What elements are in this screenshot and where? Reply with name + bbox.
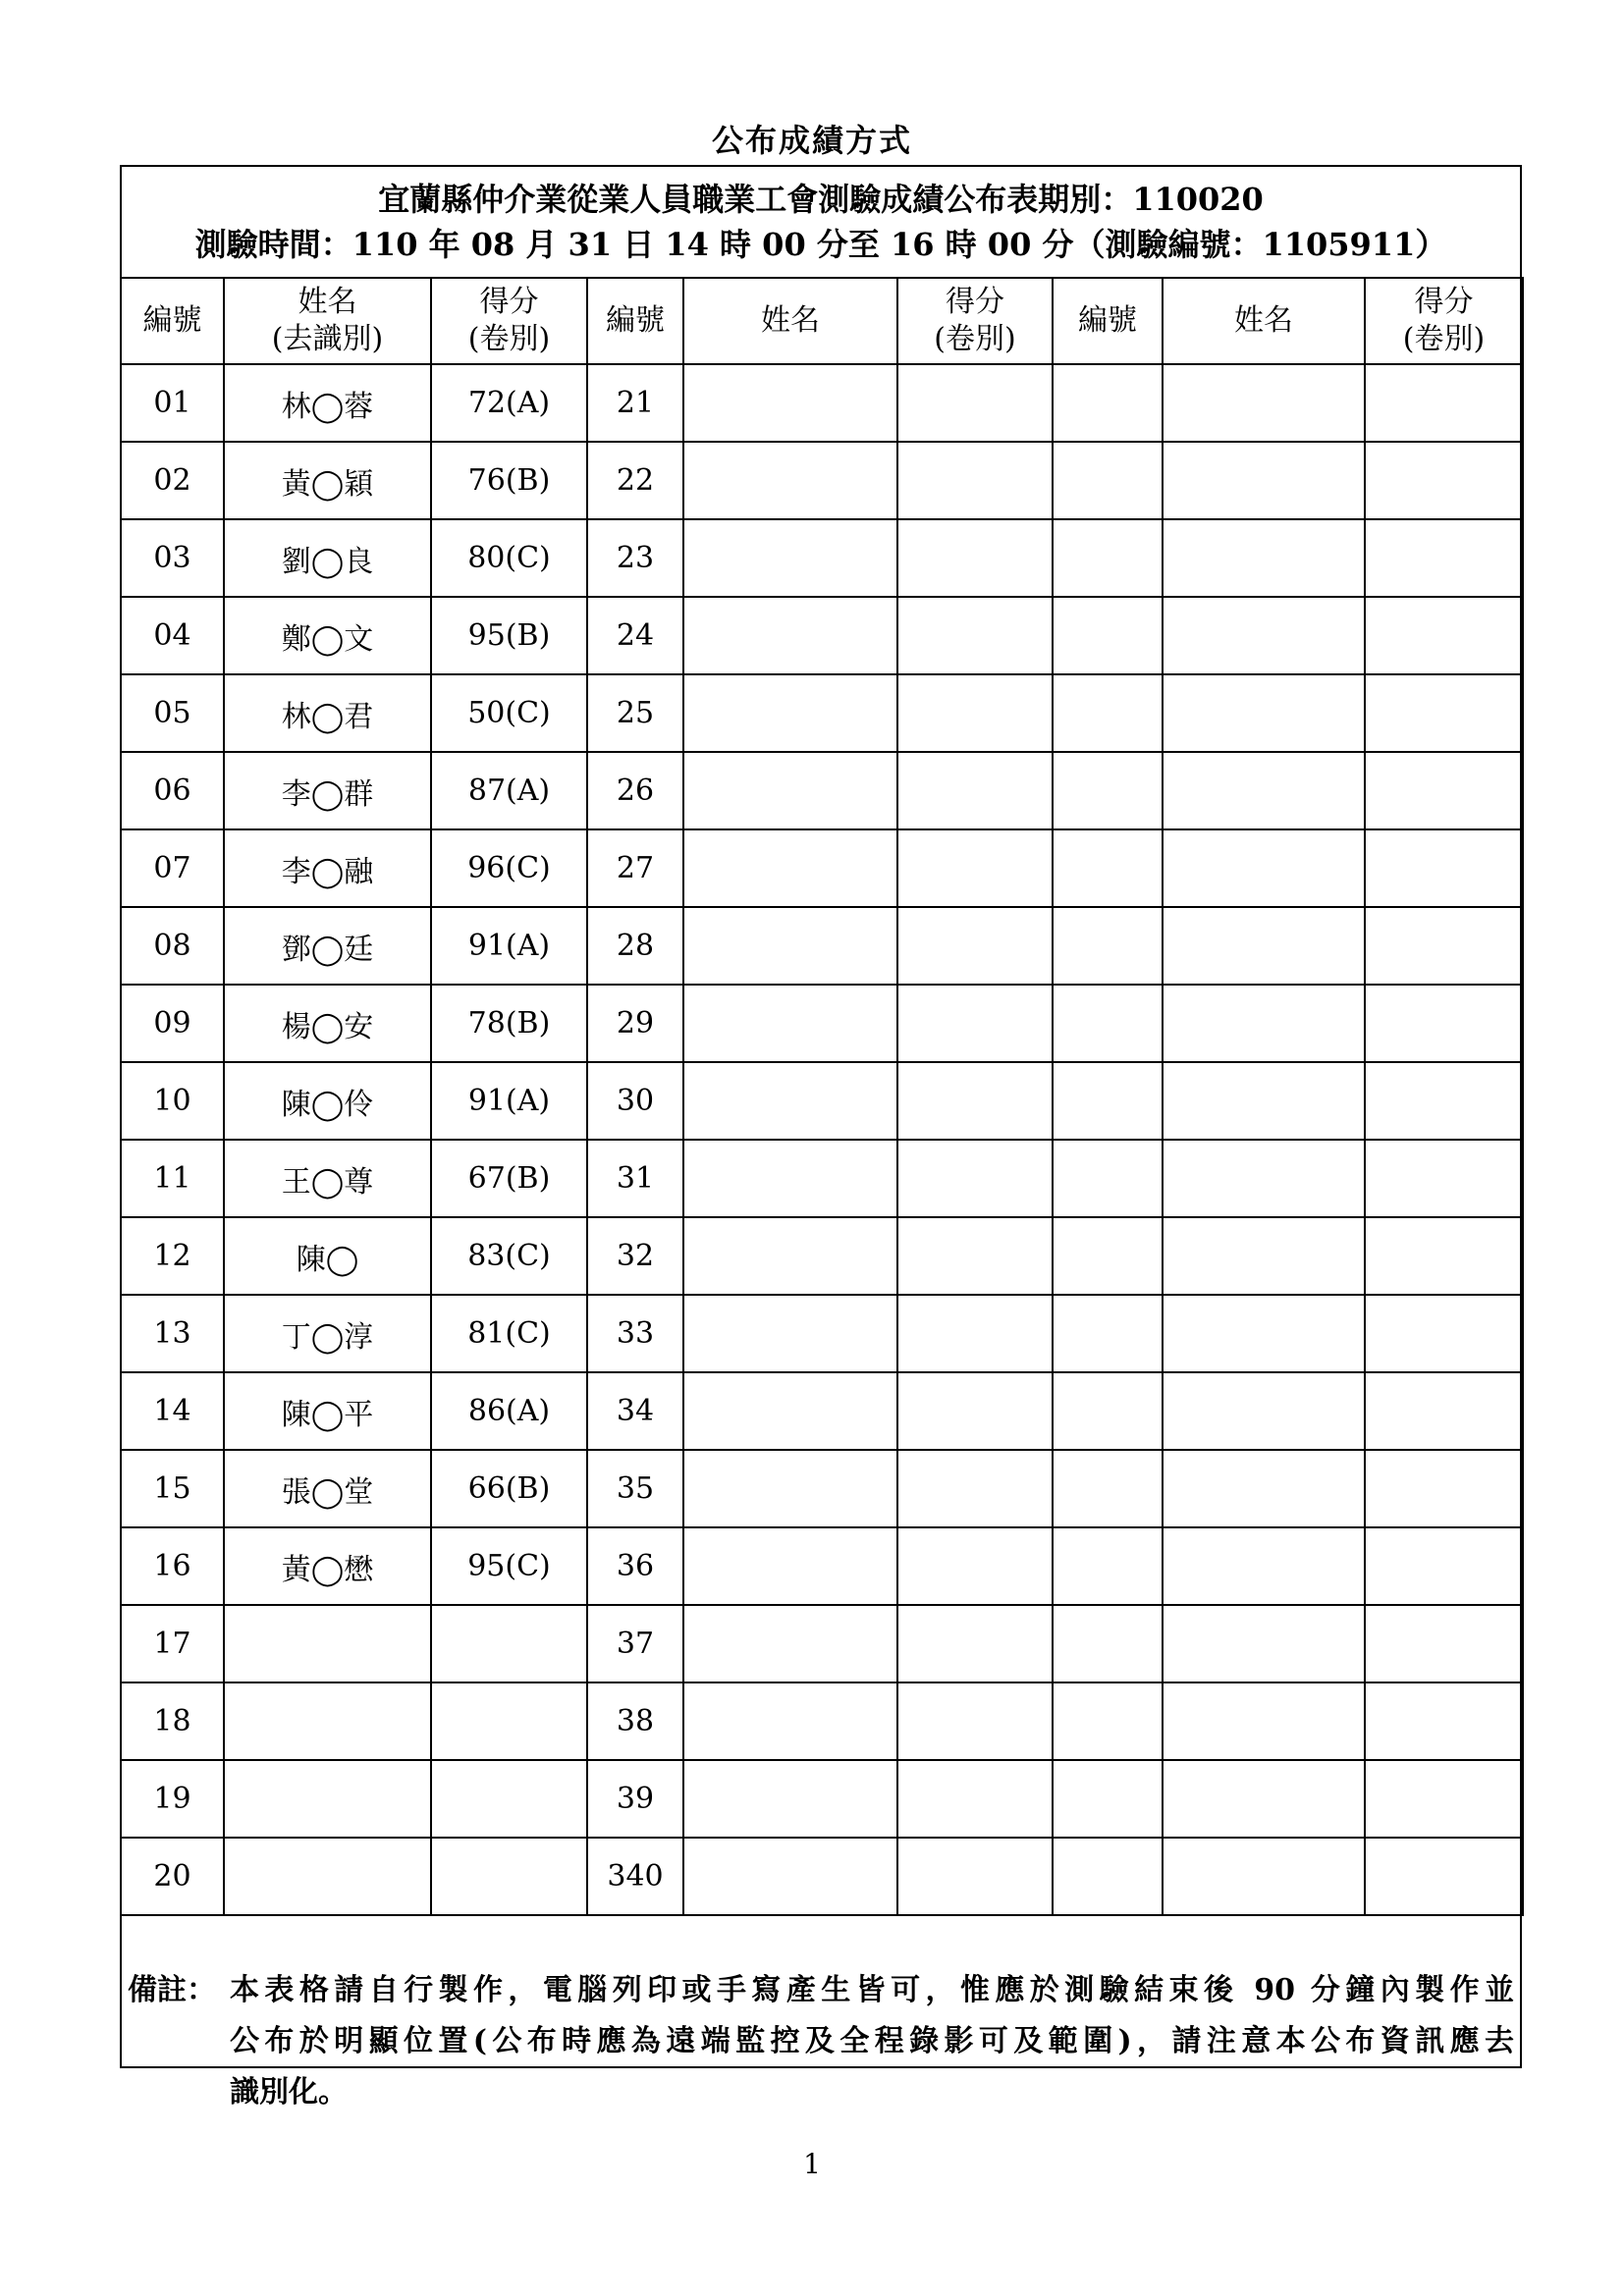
row-no-cell: 38 xyxy=(587,1682,683,1760)
row-name-cell: 黃◯懋 xyxy=(224,1527,431,1605)
row-score-cell xyxy=(1365,907,1523,985)
row-score-cell: 87(A) xyxy=(431,752,587,829)
row-no-cell: 04 xyxy=(121,597,224,674)
row-no-cell: 07 xyxy=(121,829,224,907)
row-score-cell xyxy=(897,1372,1053,1450)
table-row xyxy=(121,519,1523,597)
row-no-cell xyxy=(1053,1295,1163,1372)
table-header-row xyxy=(121,278,1523,364)
row-no-cell: 32 xyxy=(587,1217,683,1295)
row-name-cell xyxy=(683,1295,897,1372)
row-no-cell: 19 xyxy=(121,1760,224,1838)
row-name-cell xyxy=(1163,1838,1365,1915)
row-name-cell: 林◯蓉 xyxy=(224,364,431,442)
col-header-score-1: 得分 (卷別) xyxy=(431,278,587,364)
table-row xyxy=(121,1372,1523,1450)
row-no-cell: 09 xyxy=(121,985,224,1062)
row-name-cell xyxy=(683,829,897,907)
row-no-cell: 13 xyxy=(121,1295,224,1372)
row-no-cell: 01 xyxy=(121,364,224,442)
remarks-label: 備註： xyxy=(128,1973,216,2007)
row-name-cell xyxy=(683,1527,897,1605)
row-name-cell xyxy=(224,1605,431,1682)
col-header-name-1: 姓名 (去識別) xyxy=(224,278,431,364)
row-score-cell xyxy=(431,1605,587,1682)
row-no-cell xyxy=(1053,364,1163,442)
row-score-cell xyxy=(1365,1838,1523,1915)
table-row xyxy=(121,1217,1523,1295)
row-no-cell: 35 xyxy=(587,1450,683,1527)
row-name-cell xyxy=(1163,752,1365,829)
row-name-cell xyxy=(683,442,897,519)
col-header-score-3: 得分 (卷別) xyxy=(1365,278,1523,364)
row-name-cell xyxy=(1163,1682,1365,1760)
row-no-cell xyxy=(1053,519,1163,597)
row-score-cell: 80(C) xyxy=(431,519,587,597)
row-score-cell: 66(B) xyxy=(431,1450,587,1527)
sheet-title: 宜蘭縣仲介業從業人員職業工會測驗成績公布表期別：110020 xyxy=(378,181,1264,218)
row-score-cell xyxy=(1365,829,1523,907)
row-name-cell xyxy=(224,1838,431,1915)
row-score-cell xyxy=(897,519,1053,597)
remarks-line-3: 識別化。 xyxy=(230,2075,348,2109)
row-no-cell: 39 xyxy=(587,1760,683,1838)
row-score-cell: 95(B) xyxy=(431,597,587,674)
row-score-cell: 76(B) xyxy=(431,442,587,519)
table-row xyxy=(121,1450,1523,1527)
row-no-cell: 34 xyxy=(587,1372,683,1450)
row-name-cell xyxy=(683,674,897,752)
row-no-cell: 03 xyxy=(121,519,224,597)
row-score-cell xyxy=(1365,1682,1523,1760)
row-no-cell: 12 xyxy=(121,1217,224,1295)
row-score-cell xyxy=(897,907,1053,985)
row-name-cell: 黃◯穎 xyxy=(224,442,431,519)
row-no-cell xyxy=(1053,829,1163,907)
row-score-cell: 50(C) xyxy=(431,674,587,752)
remarks-line-2: 公布於明顯位置(公布時應為遠端監控及全程錄影可及範圍)，請注意本公布資訊應去 xyxy=(230,2024,1514,2058)
row-no-cell: 26 xyxy=(587,752,683,829)
row-no-cell xyxy=(1053,1760,1163,1838)
row-name-cell xyxy=(683,1062,897,1140)
col-header-no-2: 編號 xyxy=(587,278,683,364)
row-name-cell xyxy=(1163,674,1365,752)
row-name-cell xyxy=(1163,1217,1365,1295)
row-name-cell xyxy=(683,519,897,597)
row-score-cell xyxy=(897,674,1053,752)
row-no-cell: 10 xyxy=(121,1062,224,1140)
row-no-cell xyxy=(1053,1372,1163,1450)
row-no-cell: 30 xyxy=(587,1062,683,1140)
table-row xyxy=(121,597,1523,674)
row-no-cell: 14 xyxy=(121,1372,224,1450)
row-score-cell: 91(A) xyxy=(431,907,587,985)
row-score-cell xyxy=(1365,1372,1523,1450)
row-score-cell xyxy=(1365,597,1523,674)
row-no-cell xyxy=(1053,442,1163,519)
row-name-cell: 陳◯伶 xyxy=(224,1062,431,1140)
row-name-cell xyxy=(1163,829,1365,907)
row-name-cell: 李◯群 xyxy=(224,752,431,829)
row-score-cell: 72(A) xyxy=(431,364,587,442)
row-name-cell xyxy=(683,907,897,985)
row-name-cell xyxy=(683,1760,897,1838)
row-name-cell xyxy=(1163,985,1365,1062)
row-name-cell: 丁◯淳 xyxy=(224,1295,431,1372)
row-score-cell xyxy=(431,1760,587,1838)
row-name-cell xyxy=(1163,1450,1365,1527)
row-score-cell xyxy=(1365,674,1523,752)
table-row xyxy=(121,1062,1523,1140)
row-name-cell xyxy=(1163,1760,1365,1838)
row-name-cell: 林◯君 xyxy=(224,674,431,752)
row-no-cell: 36 xyxy=(587,1527,683,1605)
row-no-cell xyxy=(1053,674,1163,752)
row-no-cell: 08 xyxy=(121,907,224,985)
col-header-name-3: 姓名 xyxy=(1163,278,1365,364)
row-no-cell xyxy=(1053,907,1163,985)
row-name-cell: 楊◯安 xyxy=(224,985,431,1062)
row-name-cell: 張◯堂 xyxy=(224,1450,431,1527)
row-no-cell: 24 xyxy=(587,597,683,674)
remarks-line-1: 本表格請自行製作，電腦列印或手寫產生皆可，惟應於測驗結束後 90 分鐘內製作並 xyxy=(230,1973,1514,2007)
exam-time: 測驗時間：110 年 08 月 31 日 14 時 00 分至 16 時 00 分（測驗編號：1105911） xyxy=(194,226,1447,263)
row-name-cell xyxy=(683,364,897,442)
row-no-cell: 02 xyxy=(121,442,224,519)
row-no-cell xyxy=(1053,985,1163,1062)
row-no-cell: 31 xyxy=(587,1140,683,1217)
row-score-cell xyxy=(1365,1450,1523,1527)
table-row xyxy=(121,907,1523,985)
row-score-cell xyxy=(1365,442,1523,519)
row-name-cell xyxy=(1163,1372,1365,1450)
row-score-cell xyxy=(1365,985,1523,1062)
table-row xyxy=(121,1838,1523,1915)
row-name-cell xyxy=(1163,1140,1365,1217)
table-row xyxy=(121,1760,1523,1838)
col-header-score-2: 得分 (卷別) xyxy=(897,278,1053,364)
row-score-cell: 86(A) xyxy=(431,1372,587,1450)
row-name-cell: 李◯融 xyxy=(224,829,431,907)
col-header-no-3: 編號 xyxy=(1053,278,1163,364)
table-row xyxy=(121,1605,1523,1682)
table-row xyxy=(121,442,1523,519)
table-row xyxy=(121,1682,1523,1760)
row-no-cell: 22 xyxy=(587,442,683,519)
row-no-cell: 20 xyxy=(121,1838,224,1915)
row-score-cell xyxy=(1365,364,1523,442)
table-row xyxy=(121,1140,1523,1217)
col-header-name-2: 姓名 xyxy=(683,278,897,364)
score-table xyxy=(120,277,1524,1916)
row-name-cell xyxy=(1163,364,1365,442)
row-score-cell xyxy=(1365,519,1523,597)
row-score-cell xyxy=(1365,1605,1523,1682)
row-name-cell xyxy=(683,597,897,674)
row-no-cell xyxy=(1053,1527,1163,1605)
row-no-cell: 27 xyxy=(587,829,683,907)
row-no-cell xyxy=(1053,1140,1163,1217)
table-row xyxy=(121,1295,1523,1372)
row-name-cell xyxy=(683,1682,897,1760)
row-no-cell xyxy=(1053,1682,1163,1760)
row-no-cell: 18 xyxy=(121,1682,224,1760)
row-score-cell: 91(A) xyxy=(431,1062,587,1140)
row-score-cell xyxy=(897,1527,1053,1605)
remarks xyxy=(122,1965,1520,2109)
row-score-cell xyxy=(431,1682,587,1760)
row-name-cell xyxy=(1163,442,1365,519)
row-name-cell xyxy=(683,985,897,1062)
row-no-cell: 340 xyxy=(587,1838,683,1915)
score-table-body xyxy=(121,364,1523,1915)
row-score-cell xyxy=(897,442,1053,519)
row-no-cell: 11 xyxy=(121,1140,224,1217)
row-no-cell xyxy=(1053,1062,1163,1140)
row-no-cell: 05 xyxy=(121,674,224,752)
row-score-cell xyxy=(1365,1062,1523,1140)
row-score-cell xyxy=(897,1760,1053,1838)
row-name-cell: 陳◯平 xyxy=(224,1372,431,1450)
row-score-cell xyxy=(1365,1295,1523,1372)
row-no-cell: 29 xyxy=(587,985,683,1062)
row-score-cell xyxy=(897,829,1053,907)
row-name-cell xyxy=(683,752,897,829)
row-score-cell: 67(B) xyxy=(431,1140,587,1217)
row-no-cell: 33 xyxy=(587,1295,683,1372)
row-score-cell xyxy=(897,1295,1053,1372)
row-no-cell: 16 xyxy=(121,1527,224,1605)
row-score-cell xyxy=(1365,1217,1523,1295)
row-name-cell xyxy=(683,1140,897,1217)
row-score-cell xyxy=(897,1140,1053,1217)
row-no-cell: 23 xyxy=(587,519,683,597)
row-score-cell xyxy=(897,1605,1053,1682)
col-header-no-1: 編號 xyxy=(121,278,224,364)
row-name-cell xyxy=(224,1682,431,1760)
table-row xyxy=(121,985,1523,1062)
row-score-cell xyxy=(1365,752,1523,829)
page-title: 公布成績方式 xyxy=(711,122,912,159)
row-name-cell xyxy=(683,1838,897,1915)
row-no-cell xyxy=(1053,1838,1163,1915)
row-no-cell xyxy=(1053,752,1163,829)
row-score-cell xyxy=(897,752,1053,829)
row-name-cell: 鄧◯廷 xyxy=(224,907,431,985)
row-no-cell: 28 xyxy=(587,907,683,985)
row-no-cell xyxy=(1053,597,1163,674)
row-name-cell xyxy=(1163,907,1365,985)
row-no-cell: 06 xyxy=(121,752,224,829)
row-name-cell: 王◯尊 xyxy=(224,1140,431,1217)
row-name-cell xyxy=(683,1217,897,1295)
row-no-cell xyxy=(1053,1605,1163,1682)
row-name-cell xyxy=(683,1372,897,1450)
table-row xyxy=(121,674,1523,752)
row-name-cell xyxy=(1163,1605,1365,1682)
row-name-cell xyxy=(1163,1295,1365,1372)
table-row xyxy=(121,829,1523,907)
row-no-cell: 17 xyxy=(121,1605,224,1682)
row-score-cell xyxy=(897,1838,1053,1915)
row-no-cell: 25 xyxy=(587,674,683,752)
row-name-cell: 鄭◯文 xyxy=(224,597,431,674)
table-row xyxy=(121,364,1523,442)
row-score-cell xyxy=(1365,1760,1523,1838)
row-score-cell: 81(C) xyxy=(431,1295,587,1372)
row-score-cell xyxy=(1365,1140,1523,1217)
row-name-cell xyxy=(683,1450,897,1527)
row-name-cell xyxy=(224,1760,431,1838)
row-no-cell: 21 xyxy=(587,364,683,442)
row-score-cell xyxy=(897,985,1053,1062)
row-name-cell xyxy=(1163,1062,1365,1140)
row-score-cell xyxy=(897,364,1053,442)
row-score-cell xyxy=(897,1450,1053,1527)
row-name-cell: 劉◯良 xyxy=(224,519,431,597)
row-name-cell xyxy=(683,1605,897,1682)
row-score-cell: 95(C) xyxy=(431,1527,587,1605)
row-score-cell xyxy=(897,1217,1053,1295)
row-score-cell xyxy=(897,597,1053,674)
row-no-cell xyxy=(1053,1450,1163,1527)
row-no-cell: 37 xyxy=(587,1605,683,1682)
table-row xyxy=(121,752,1523,829)
row-no-cell xyxy=(1053,1217,1163,1295)
row-name-cell xyxy=(1163,519,1365,597)
table-row xyxy=(121,1527,1523,1605)
row-name-cell xyxy=(1163,597,1365,674)
row-name-cell: 陳◯ xyxy=(224,1217,431,1295)
page-number: 1 xyxy=(803,2148,821,2180)
score-sheet-frame xyxy=(120,165,1522,2109)
row-score-cell xyxy=(897,1682,1053,1760)
row-score-cell: 83(C) xyxy=(431,1217,587,1295)
row-score-cell xyxy=(897,1062,1053,1140)
row-score-cell xyxy=(431,1838,587,1915)
row-score-cell xyxy=(1365,1527,1523,1605)
row-score-cell: 96(C) xyxy=(431,829,587,907)
sheet-header xyxy=(122,167,1520,277)
row-name-cell xyxy=(1163,1527,1365,1605)
row-score-cell: 78(B) xyxy=(431,985,587,1062)
row-no-cell: 15 xyxy=(121,1450,224,1527)
